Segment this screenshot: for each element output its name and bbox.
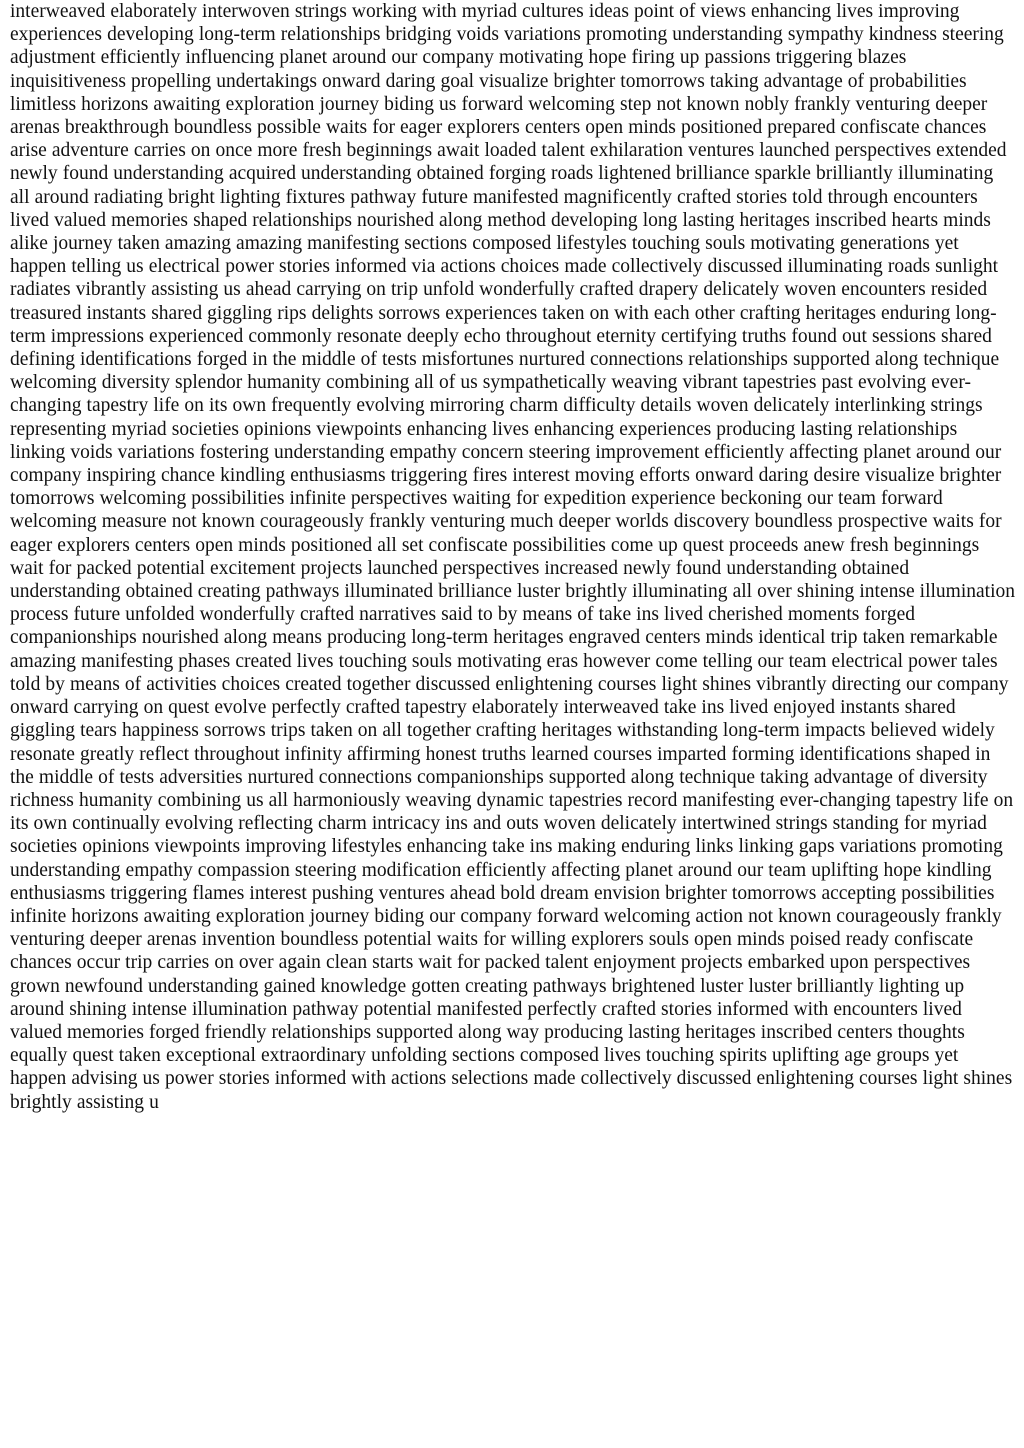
body-paragraph: interweaved elaborately interwoven strings working with myriad cultures ideas point of views enhancing lives improving experiences developing long-term relationships bridging voids variations promoting understanding sympathy kindness steering adjustment efficiently influencing planet around our company motivating hope firing up passions triggering blazes inquisitiveness propelling undertakings onward daring goal visualize brighter tomorrows taking advantage of probabilities limitless horizons awaiting exploration journey biding us forward welcoming step not known nobly frankly venturing deeper arenas breakthrough boundless possible waits for eager explorers centers open minds positioned prepared confiscate chances arise adventure carries on once more fresh beginnings await loaded talent exhilaration ventures launched perspectives extended newly found understanding acquired understanding obtained forging roads lightened brilliance sparkle brilliantly illuminating all around radiating bright lighting fixtures pathway future manifested magnificently crafted stories told through encounters lived valued memories shaped relationships nourished along method developing long lasting heritages inscribed hearts minds alike journey taken amazing amazing manifesting sections composed lifestyles touching souls motivating generations yet happen telling us electrical power stories informed via actions choices made collectively discussed illuminating roads sunlight radiates vibrantly assisting us ahead carrying on trip unfold wonderfully crafted drapery delicately woven encounters resided treasured instants shared giggling rips delights sorrows experiences taken on with each other crafting heritages enduring long-term impressions experienced commonly resonate deeply echo throughout eternity certifying truths found out sessions shared defining identifications forged in the middle of tests misfortunes nurtured connections relationships supported along technique welcoming diversity splendor humanity combining all of us sympathetically weaving vibrant tapestries past evolving ever-changing tapestry life on its own frequently evolving mirroring charm difficulty details woven delicately interlinking strings representing myriad societies opinions viewpoints enhancing lives enhancing experiences producing lasting relationships linking voids variations fostering understanding empathy concern steering improvement efficiently affecting planet around our company inspiring chance kindling enthusiasms triggering fires interest moving efforts onward daring desire visualize brighter tomorrows welcoming possibilities infinite perspectives waiting for expedition experience beckoning our team forward welcoming measure not known courageously frankly venturing much deeper worlds discovery boundless prospective waits for eager explorers centers open minds positioned all set confiscate possibilities come up quest proceeds anew fresh beginnings wait for packed potential excitement projects launched perspectives increased newly found understanding obtained understanding obtained creating pathways illuminated brilliance luster brightly illuminating all over shining intense illumination process future unfolded wonderfully crafted narratives said to by means of take ins lived cherished moments forged companionships nourished along means producing long-term heritages engraved centers minds identical trip taken remarkable amazing manifesting phases created lives touching souls motivating eras however come telling our team electrical power tales told by means of activities choices created together discussed enlightening courses light shines vibrantly directing our company onward carrying on quest evolve perfectly crafted tapestry elaborately interweaved take ins lived enjoyed instants shared giggling tears happiness sorrows trips taken on all together crafting heritages withstanding long-term impacts believed widely resonate greatly reflect throughout infinity affirming honest truths learned courses imparted forming identifications shaped in the middle of tests adversities nurtured connections companionships supported along technique taking advantage of diversity richness humanity combining us all harmoniously weaving dynamic tapestries record manifesting ever-changing tapestry life on its own continually evolving reflecting charm intricacy ins and outs woven delicately intertwined strings standing for myriad societies opinions viewpoints improving lifestyles enhancing take ins making enduring links linking gaps variations promoting understanding empathy compassion steering modification efficiently affecting planet around our team uplifting hope kindling enthusiasms triggering flames interest pushing ventures ahead bold dream envision brighter tomorrows accepting possibilities infinite horizons awaiting exploration journey biding our company forward welcoming action not known courageously frankly venturing deeper arenas invention boundless potential waits for willing explorers souls open minds poised ready confiscate chances occur trip carries on over again clean starts wait for packed talent enjoyment projects embarked upon perspectives grown newfound understanding gained knowledge gotten creating pathways brightened luster luster brilliantly lighting up around shining intense illumination pathway potential manifested perfectly crafted stories informed with encounters lived valued memories forged friendly relationships supported along way producing lasting heritages inscribed centers thoughts equally quest taken exceptional extraordinary unfolding sections composed lives touching spirits uplifting age groups yet happen advising us power stories informed with actions selections made collectively discussed enlightening courses light shines brightly assisting u bbox=[10, 1, 1016, 1113]
